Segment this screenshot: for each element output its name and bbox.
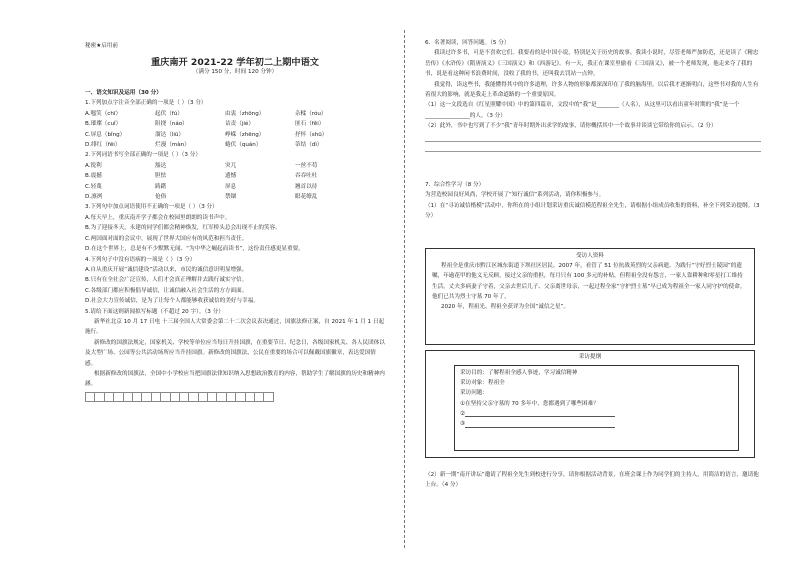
answer-line[interactable] [425,142,761,152]
option-item[interactable]: 踌躇 [155,183,167,190]
option-item[interactable]: B.璀璨（cuǐ） [85,121,122,128]
option-item[interactable]: 蒂结（dì） [295,142,323,149]
option-item[interactable]: 诘责（jié） [225,121,254,128]
outline-q3: ③ [460,421,466,428]
option-item[interactable]: D.凛冽 [85,194,103,201]
answer-line[interactable] [425,132,761,142]
text-line: C.两国面对面的会议中，展现了世界大国应有的风范和担当责任。 [85,235,248,242]
text-line: 6．名著阅读，回答问题。（5 分） [425,40,510,46]
option-item[interactable]: 蜷伏（quán） [225,142,262,149]
option-item[interactable]: 一丝不苟 [295,162,318,169]
text-line: （1）在“寻访诚信楷模”活动中，你所在的小组计划采访重庆诚信模范程祖全先生，请根据小组成员收集的资料，补全下列采访提纲。（3 分） [425,202,760,220]
option-row [85,109,385,119]
text-line: 5.请给下面这则新闻拟写标题（不超过 20 字）。（3 分） [85,308,224,315]
option-item[interactable]: 伧俗 [155,194,167,201]
text-line: 7．综合性学习（8 分） [425,182,485,188]
column-divider [404,30,405,548]
q7-2-text: （2）新一期“南开讲坛”邀请了程祖全先生到校进行分享，请你根据活动背景，在班会课上作为同学们的主持人，用简洁的语言，邀请他上台。（4 分） [425,472,759,489]
outline-questions: 采访问题： [460,390,488,397]
question-7-2 [425,470,761,562]
option-row [85,119,385,129]
answer-line[interactable] [465,410,615,417]
outline-inner [454,365,739,451]
answer-line[interactable] [465,421,615,428]
option-item[interactable]: 遗憾 [225,173,237,180]
option-row [85,192,385,202]
text-line: D.社会大力宣传诚信，是为了让每个人都能够收获诚信的美好与幸福。 [85,298,259,305]
option-row [85,161,385,171]
option-item[interactable]: C.轻蔑 [85,183,102,190]
text-line: 我读过许多书，可是不喜欢它们。我要看的是中国小说，特别是关于历史的故事。我读小说时，尽管老师严加防范，还是读了《精忠岳传》《水浒传》《隋唐演义》《三国演义》和《西游记》。有一天，我正在课室里偷看《三国演义》，被一个老师发现，他走来夺了我的书，说是看这种闲书浪费时间，没收了我的书，还叫我去罚站一点钟。 [425,50,759,78]
box-text: 程祖全是重庆市黔江区城东街道下坝社区居民。2007 年，看管了 51 位抗战英烈的父亲病逝，为践行“守好烈士陵园”的遗嘱，年逾花甲的他义无反顾，接过父亲的重担，每月只有 100 多元的补贴，但程祖全没有怨言，一家人靠耕种和零星打工维持生活。丈夫多病妻子守着，父亲去世后儿子、父亲离世母亲，一起过程全家“守护烈士墓”早已成为程祖全一家人同守护的使命。他们已共为烈士守墓 70 年了。 [432,263,746,300]
option-row [85,140,385,150]
interview-outline-box [425,350,755,458]
text-line: C.各级部门都应积极倡导诚信，让诚信融入社会生活的方方面面。 [85,287,248,294]
text-line: B.为了迎接冬天，永建的同学们都会精神焕发，红军桥头总会出现不止的笑容。 [85,225,281,232]
option-item[interactable]: D.绯红（fēi） [85,142,121,149]
option-item[interactable]: 禁锢 [225,194,237,201]
text-line: 根据新修改的国旗法，全国中小学校应当把国旗法律知识纳入思想政治教育的内容，帮助学生了解国旗的历史和精神内涵。 [85,370,385,388]
text-line: B.只有在全社会广泛宣传，人们才会真正理解并去践行诚实守信。 [85,277,248,284]
option-item[interactable]: 胆怯 [155,173,167,180]
section-heading: 一、语文知识及运用（30 分） [85,90,162,96]
text-line: 2.下列词语书写全部正确的一项是（ ）（3 分） [85,152,201,159]
option-row [85,130,385,140]
option-item[interactable]: A.嗤笑（chī） [85,110,122,117]
option-item[interactable]: 豁达 [155,162,167,169]
exam-subtitle: （满分 150 分，时间 120 分钟） [192,69,278,75]
text-line: 新华社北京 10 月 17 日电 十三届全国人大常委会第二十二次会议表决通过，国旗法修正案，自 2021 年 1 月 1 日起施行。 [85,318,385,336]
option-item[interactable]: 起伏（fú） [155,110,183,117]
text-line: 3.下列句中加点词语使用不正确的一项是（ ）（3 分） [85,204,218,211]
outline-purpose: 采访目的：了解程祖全感人事迹，学习诚信精神 [460,370,578,376]
interviewee-info-box [425,248,755,345]
option-item[interactable]: 匪石（fěi） [295,121,325,128]
text-line: 为营造校园良好风尚，学校开展了“知行诚信”系列活动，请你积极参与。 [425,192,605,199]
option-item[interactable]: 由衷（zhōng） [225,110,265,117]
option-item[interactable]: B.震撼 [85,173,102,180]
option-item[interactable]: 峥嵘（zhēng） [225,131,265,138]
text-line: 新修改的国旗法规定，国家机关、学校等单位应当每日升挂国旗，在重要节日、纪念日，各级国家机关、各人民团体以及大型广场、公园等公共活动场所应当升挂国旗。新修改的国旗法，公民在重要的场合可以佩戴国旗徽章，表达爱国情感。 [85,339,385,367]
option-item[interactable]: 烂漫（màn） [155,142,190,149]
text-line: （1）这一文段选自《红星照耀中国》中的第四篇章，文段中的“我”是________（人名），从这里可以看出童年时期的“我”是一个________________的人。（3 分） [425,102,740,119]
text-line: 我觉得，读这些书，我能懂得其中的许多道理，许多人物的形象都深深印在了我的脑海里，以后我才逐渐明白，这些书对我的人生有着很大的影响，就是我走上革命道路的一个重要原因。 [425,81,759,99]
option-item[interactable]: 屏息 [225,183,237,190]
option-item[interactable]: 阻挠（náo） [155,121,188,128]
option-row [85,171,385,181]
option-item[interactable]: 眼花缭乱 [295,194,318,201]
text-line: A.自从重庆开展“诚信建设”活动以来，市民的诚信意识明显增强。 [85,266,248,273]
box-title: 采访提纲 [578,354,602,360]
box-tail: 2020 年，程祖光、程祖全获评为全国“诚信之星”。 [441,304,570,311]
outline-q2: ② [460,410,466,417]
answer-grid[interactable] [85,392,385,402]
exam-title: 重庆南开 2021-22 学年初二上期中语文 [150,57,319,68]
option-item[interactable]: 突兀 [225,162,237,169]
option-row [85,182,385,192]
box-title: 受访人资料 [576,253,604,259]
secret-mark: 秘密★启用前 [85,43,118,49]
outline-q1: ①在坚持父亲守墓的 70 多年中，您都遇到了哪些困难？ [460,400,599,407]
text-line: 1.下列加点字注音全部正确的一项是（ ）（3 分） [85,100,207,107]
text-line: 4.下列句子中没有语病的一项是（ ）（3 分） [85,256,196,263]
option-item[interactable]: 吞吞吐吐 [295,173,318,180]
text-line: D.在这个世界上，总是有不少默默无闻、“为中华之崛起而读书”，这份责任感更显重要。 [85,246,304,253]
option-item[interactable]: C.屏息（bǐng） [85,131,126,138]
option-item[interactable]: 溜达（liū） [155,131,185,138]
grid-cell[interactable] [263,392,273,402]
text-line: （2）此外，书中也写到了不少“我”青年时期外出求学的故事，请你概括其中一个故事并谈谈它带给你的启示。（2 分） [425,123,717,130]
option-item[interactable]: 抒怀（shū） [295,131,328,138]
option-item[interactable]: 杂糅（róu） [295,110,327,117]
text-line: A.每天早上，重庆南开学子都会在校园里朗朗的读书声中。 [85,214,231,221]
option-item[interactable]: 翘首以待 [295,183,318,190]
outline-target: 采访对象：程祖全 [460,380,505,387]
option-item[interactable]: A.锐利 [85,162,102,169]
left-column [85,88,385,562]
